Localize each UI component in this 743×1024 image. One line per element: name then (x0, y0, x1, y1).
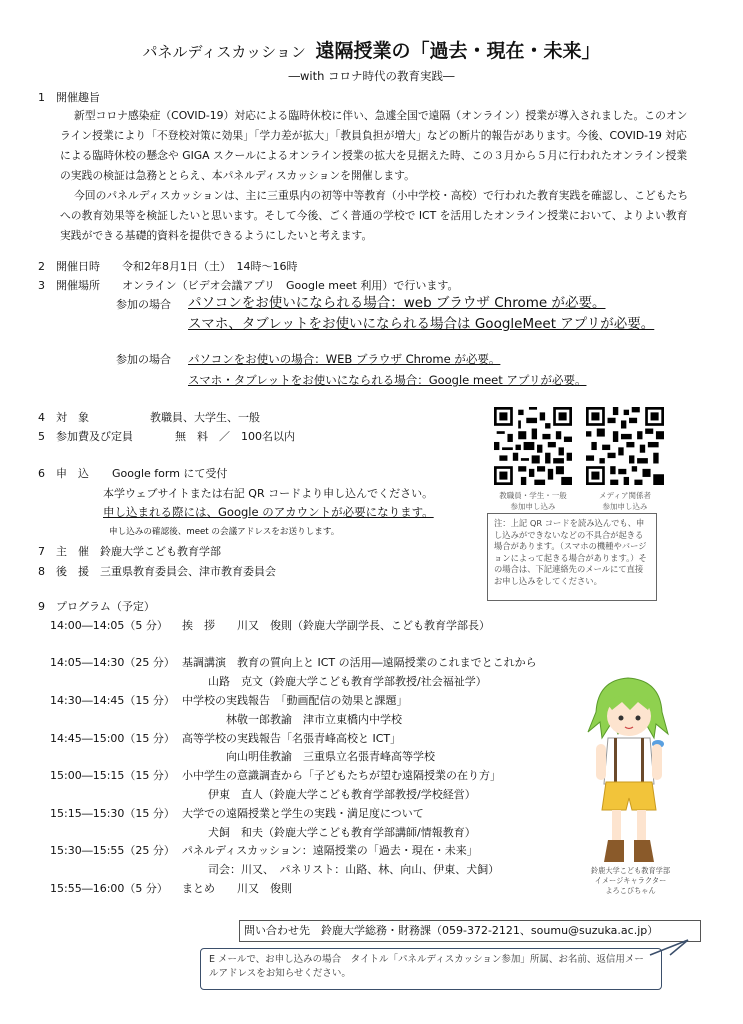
program-person: 向山明佳教諭 三重県立名張青峰高等学校 (226, 750, 435, 763)
qr-code-media-icon[interactable] (586, 407, 664, 485)
sec2-label: 2 開催日時 (38, 260, 100, 273)
email-callout: E メールで、お申し込みの場合 タイトル「パネルディスカッション参加」所属、お名前、返信用メールアドレスをお知らせください。 (200, 948, 662, 990)
program-title: 挨 拶 川又 俊則（鈴鹿大学副学長、こども教育学部長） (182, 619, 490, 632)
sec8-label: 8 後 援 (38, 565, 89, 578)
sec3-pc-requirement-1: パソコンをお使いになられる場合：web ブラウザ Chrome が必要。 (188, 295, 606, 311)
character-caption (573, 866, 688, 896)
page-title (0, 38, 743, 66)
sec3-label: 3 開催場所 (38, 279, 100, 292)
program-time: 15:00―15:15（15 分） (50, 769, 175, 782)
sec3-smartphone-requirement-2: スマホ・タブレットをお使いになられる場合：Google meet アプリが必要。 (188, 373, 587, 387)
program-time: 14:45―15:00（15 分） (50, 732, 175, 745)
program-title: 大学での遠隔授業と学生の実践・満足度について (182, 807, 424, 820)
program-person: 司会：川又、 パネリスト：山路、林、向山、伊東、犬飼） (208, 863, 500, 876)
sec1-paragraph-1: 新型コロナ感染症（COVID-19）対応による臨時休校に伴い、急遽全国で遠隔（オンライン）授業が導入されました。このオンライン授業により「不登校対策に効果」「学力差が拡大」「教員負担が増大」などの断片的報告があります。今後、COVID-19 対応による臨時休校の懸念や GIGA スクールによるオンライン授業の拡大を見据えた時、この３月から５月に行われたオンライン授業の実践の検証は急務ととらえ、本パネルディスカッションを開催します。 (60, 109, 688, 182)
sec1-heading: 1 開催趣旨 (38, 91, 100, 104)
sec3-join-label: 参加の場合 (116, 298, 171, 311)
page-subtitle: ―with コロナ時代の教育実践― (288, 69, 455, 83)
sec6-line-3: 申し込みの確認後、meet の会議アドレスをお送りします。 (109, 527, 340, 537)
program-time: 14:05―14:30（25 分） (50, 656, 175, 669)
sec8-value: 三重県教育委員会、津市教育委員会 (100, 565, 276, 578)
program-time: 15:15―15:30（15 分） (50, 807, 175, 820)
qr-note-box: 注：上記 QR コードを読み込んでも、申し込みができないなどの不具合が起きる場合があります。（スマホの機種やバージョンによって起きる場合があります。）その場合は、下記連絡先のメールにて直接お申し込みをしてください。 (487, 513, 657, 601)
sec2-value: 令和2年8月1日（土） 14時～16時 (122, 260, 298, 273)
program-person: 犬飼 和夫（鈴鹿大学こども教育学部講師/情報教育） (208, 826, 476, 839)
sec6-label: 6 申 込 (38, 467, 89, 480)
program-time: 15:55―16:00（5 分） (50, 882, 168, 895)
sec6-line-2: 申し込まれる際には、Google のアカウントが必要になります。 (103, 505, 434, 519)
sec6-line-1: 本学ウェブサイトまたは右記 QR コードより申し込んでください。 (103, 487, 434, 500)
program-title: まとめ 川又 俊則 (182, 882, 292, 895)
title-main: 遠隔授業の「過去・現在・未来」 (315, 40, 601, 62)
program-person: 伊東 直人（鈴鹿大学こども教育学部教授/学校経営） (208, 788, 476, 801)
character-mascot-icon (578, 672, 678, 867)
sec6-value: Google form にて受付 (112, 467, 228, 480)
sec1-paragraph-2: 今回のパネルディスカッションは、主に三重県内の初等中等教育（小中学校・高校）で行われた教育実践を確認し、こどもたちへの教育効果等を検証したいと思います。そして今後、ごく普通の学校で ICT を活用したオンライン授業において、よりよい教育実践ができる基礎的資料を提供できるようにしたいと考えます。 (60, 189, 689, 242)
sec7-label: 7 主 催 (38, 545, 89, 558)
sec4-value: 教職員、大学生、一般 (150, 411, 260, 424)
program-title: 基調講演 教育の質向上と ICT の活用―遠隔授業のこれまでとこれから (182, 656, 537, 669)
program-title: 中学校の実践報告 「動画配信の効果と課題」 (182, 694, 408, 707)
sec3-join-label-2: 参加の場合 (116, 353, 171, 366)
sec4-label: 4 対 象 (38, 411, 89, 424)
qr-caption-media-text: メディア関係者 参加申し込み (599, 491, 651, 511)
program-person: 林敬一郎教諭 津市立東橋内中学校 (226, 713, 402, 726)
qr-caption-general-text: 教職員・学生・一般 参加申し込み (499, 491, 567, 511)
program-time: 14:00―14:05（5 分） (50, 619, 168, 632)
contact-box: 問い合わせ先 鈴鹿大学総務・財務課（059-372-2121、soumu@suzuka.ac.jp） (239, 920, 701, 942)
program-time: 14:30―14:45（15 分） (50, 694, 175, 707)
program-title: 高等学校の実践報告「名張青峰高校と ICT」 (182, 732, 402, 745)
program-time: 15:30―15:55（25 分） (50, 844, 175, 857)
program-title: 小中学生の意識調査から「子どもたちが望む遠隔授業の在り方」 (182, 769, 501, 782)
sec3-pc-requirement-2: パソコンをお使いの場合：WEB ブラウザ Chrome が必要。 (188, 352, 501, 366)
qr-caption-media (575, 490, 675, 512)
sec7-value: 鈴鹿大学こども教育学部 (100, 545, 221, 558)
program-title: パネルディスカッション：遠隔授業の「過去・現在・未来」 (182, 844, 478, 857)
sec5-label: 5 参加費及び定員 (38, 430, 133, 443)
qr-caption-general (478, 490, 588, 512)
sec3-value: オンライン（ビデオ会議アプリ Google meet 利用）で行います。 (122, 279, 459, 292)
sec9-heading: 9 プログラム（予定） (38, 600, 155, 613)
program-person: 山路 克文（鈴鹿大学こども教育学部教授/社会福祉学） (208, 675, 487, 688)
qr-code-general-icon[interactable] (494, 407, 572, 485)
sec5-value: 無 料 ／ 100名以内 (175, 430, 295, 443)
sec3-smartphone-requirement-1: スマホ、タブレットをお使いになられる場合は GoogleMeet アプリが必要。 (188, 316, 655, 332)
character-caption-text: 鈴鹿大学こども教育学部 イメージキャラクター よろこびちゃん (590, 866, 671, 895)
title-prefix: パネルディスカッション (142, 43, 306, 61)
